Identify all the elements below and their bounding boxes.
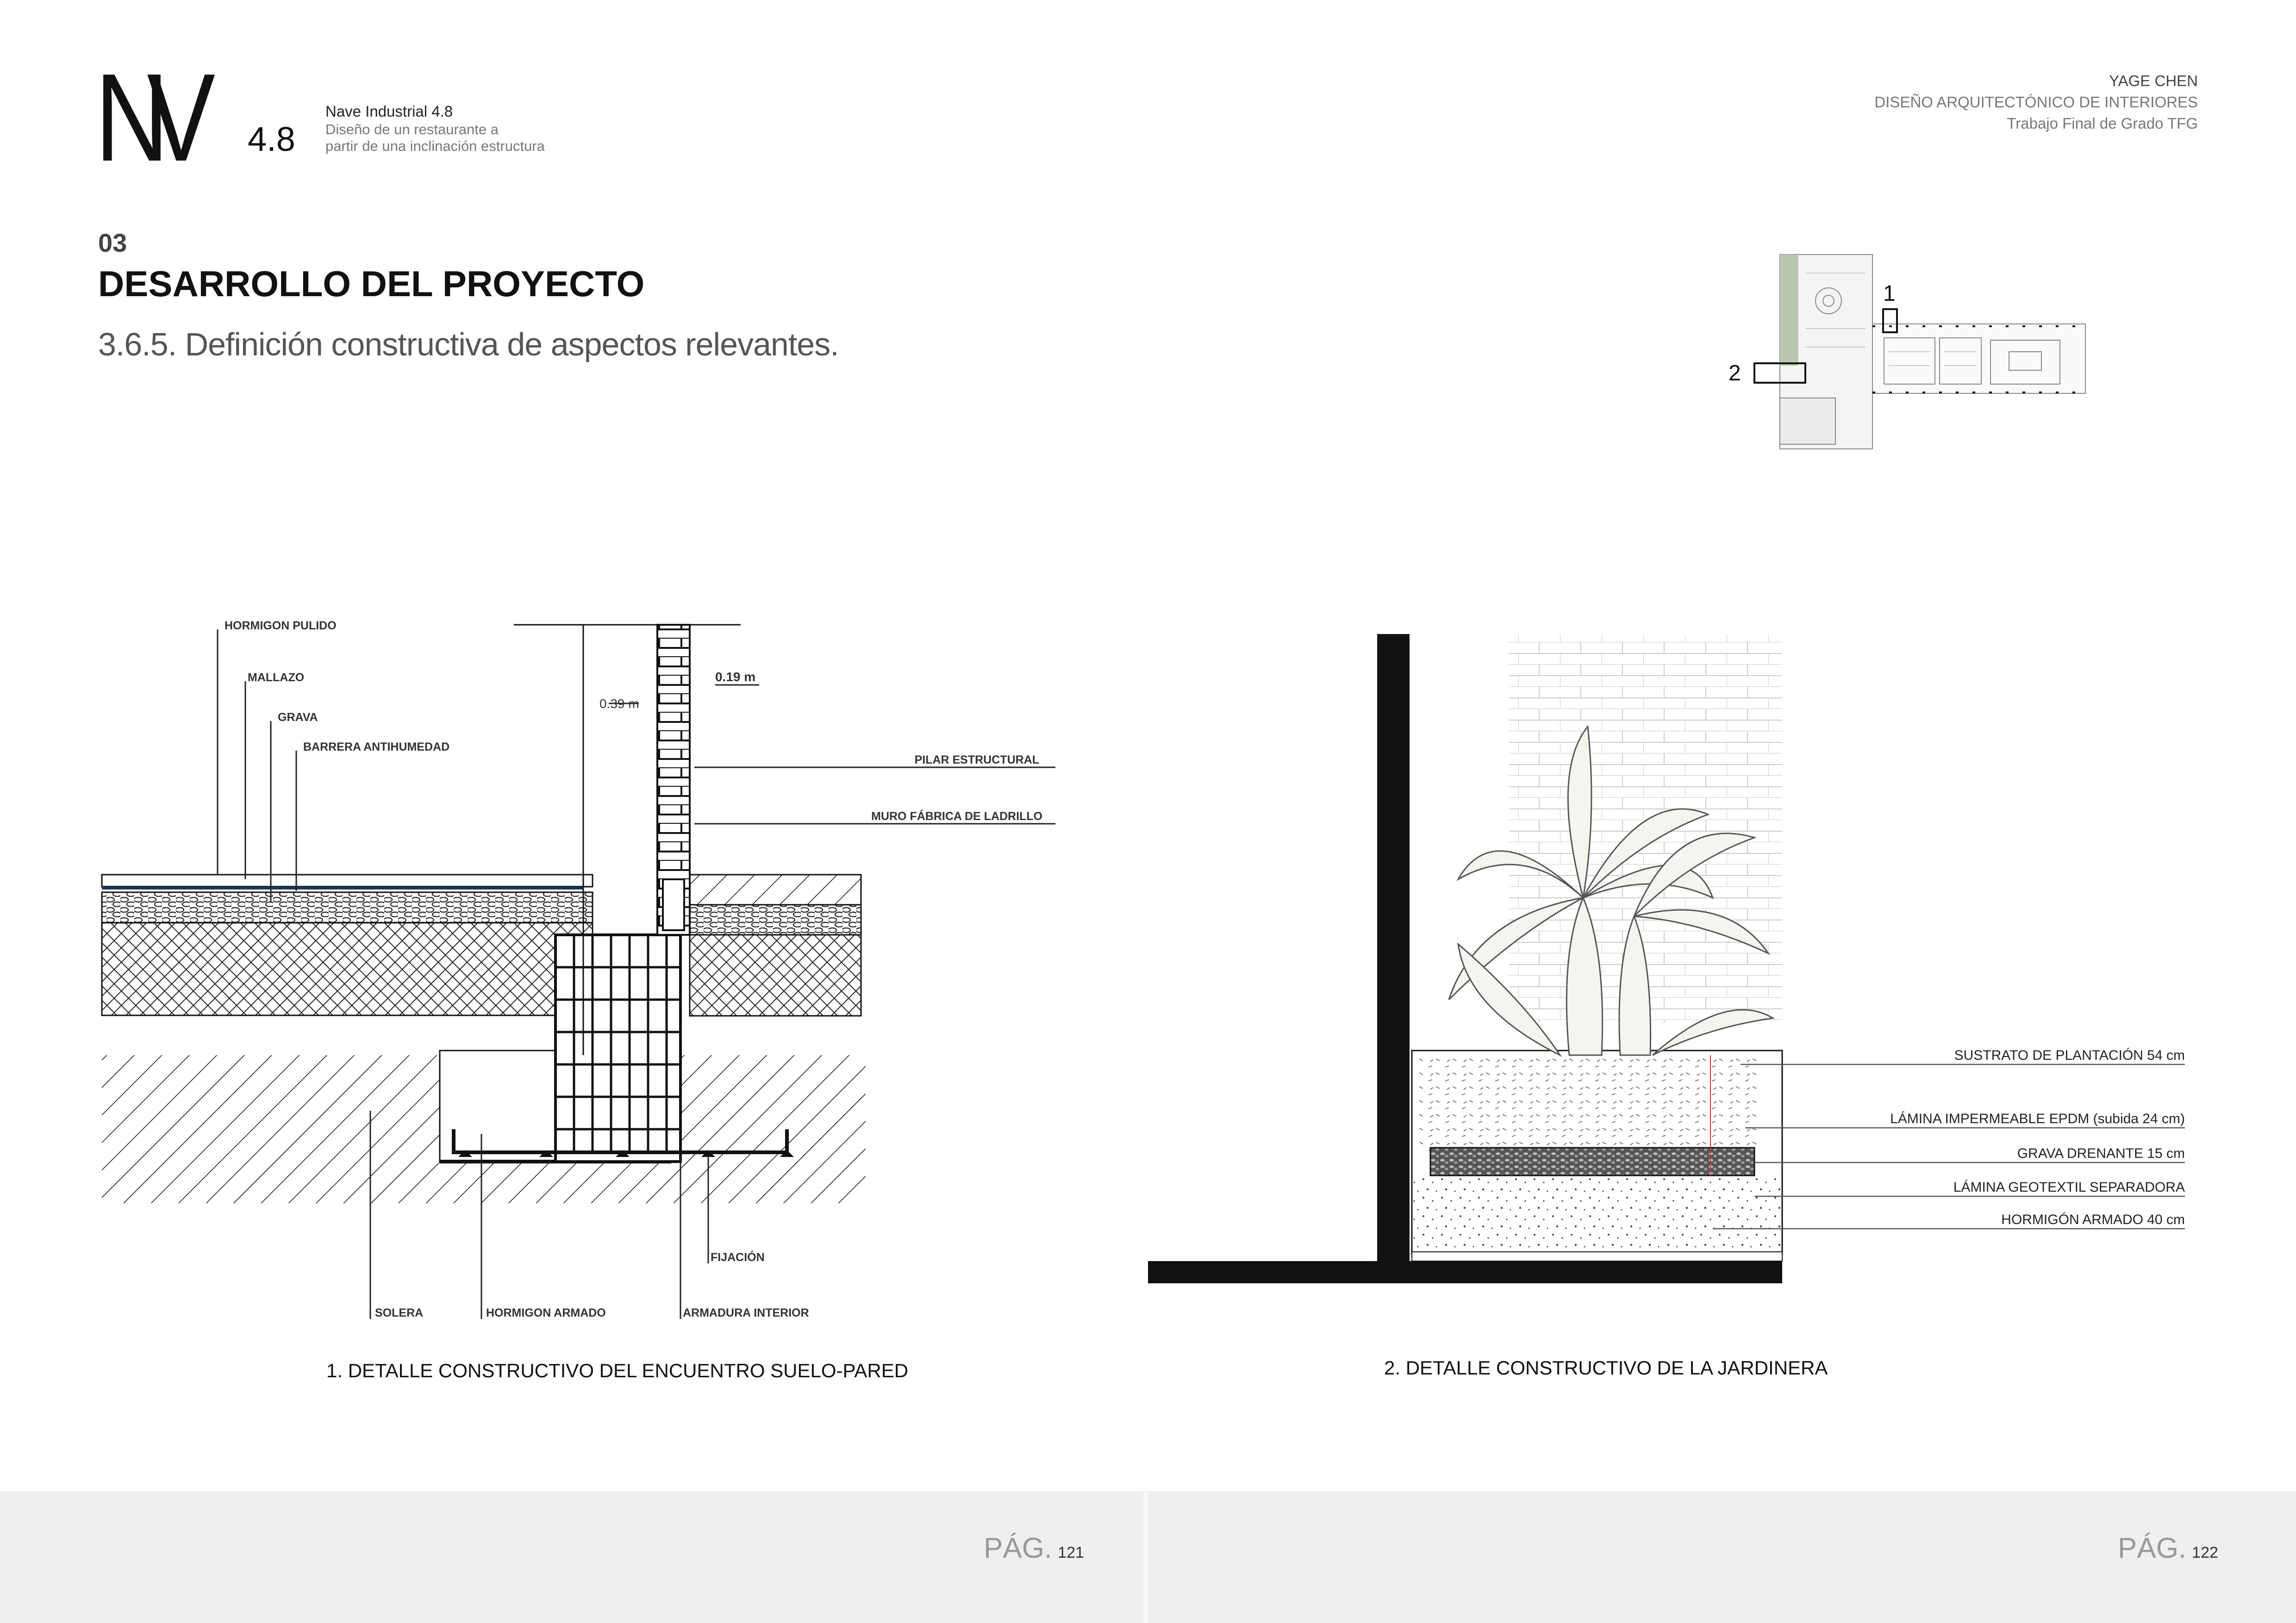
- project-description: [325, 121, 585, 155]
- detail-2-drawing: [1143, 620, 2208, 1314]
- author-name: YAGE CHEN: [2109, 72, 2198, 89]
- key-plan: [1713, 245, 2111, 463]
- page-label-right: PÁG.: [2118, 1532, 2187, 1564]
- detail-2-geometry: [1148, 634, 1782, 1283]
- key-plan-label-1: 1: [1883, 281, 1896, 306]
- detail-1-geometry: [102, 625, 866, 1203]
- logo-mark: NV: [95, 48, 193, 187]
- author-block: [1874, 70, 2198, 134]
- label-grava-drenante: GRAVA DRENANTE 15 cm: [2017, 1146, 2185, 1161]
- label-sustrato: SUSTRATO DE PLANTACIÓN 54 cm: [1954, 1048, 2185, 1063]
- label-fijacion: FIJACIÓN: [711, 1251, 765, 1264]
- page-label-left: PÁG.: [984, 1532, 1053, 1564]
- logo-version: 4.8: [248, 120, 295, 158]
- label-pilar: PILAR ESTRUCTURAL: [914, 753, 1039, 766]
- detail-2-caption: 2. DETALLE CONSTRUCTIVO DE LA JARDINERA: [1384, 1357, 1828, 1379]
- label-hormigon-40: HORMIGÓN ARMADO 40 cm: [2001, 1212, 2185, 1227]
- project-desc-line-1: Diseño de un restaurante a: [325, 121, 499, 137]
- footer-divider: [1143, 1491, 1148, 1623]
- key-plan-drawing: [1780, 255, 2085, 449]
- section-number: 03: [98, 228, 127, 257]
- author-degree: DISEÑO ARQUITECTÓNICO DE INTERIORES: [1874, 93, 2198, 111]
- project-desc-line-2: partir de una inclinación estructura: [325, 138, 545, 154]
- section-title: DESARROLLO DEL PROYECTO: [98, 263, 645, 304]
- footer-band: [0, 1491, 2296, 1623]
- label-hormigon-armado: HORMIGON ARMADO: [486, 1306, 606, 1319]
- page-number-right: [2118, 1532, 2218, 1565]
- key-plan-label-2: 2: [1728, 361, 1741, 386]
- author-work: Trabajo Final de Grado TFG: [2007, 115, 2198, 132]
- page-number-left: [984, 1532, 1084, 1565]
- label-muro: MURO FÁBRICA DE LADRILLO: [871, 810, 1042, 823]
- label-lamina-epdm: LÁMINA IMPERMEABLE EPDM (subida 24 cm): [1890, 1111, 2185, 1126]
- page-value-left: 121: [1058, 1544, 1084, 1561]
- label-grava: GRAVA: [278, 711, 318, 724]
- detail-1-drawing: [93, 602, 1102, 1351]
- project-name: Nave Industrial 4.8: [325, 103, 453, 120]
- label-barrera: BARRERA ANTIHUMEDAD: [303, 740, 450, 753]
- label-hormigon-pulido: HORMIGON PULIDO: [225, 619, 337, 632]
- label-armadura: ARMADURA INTERIOR: [683, 1306, 809, 1319]
- label-geotextil: LÁMINA GEOTEXTIL SEPARADORA: [1953, 1180, 2185, 1195]
- section-subtitle: 3.6.5. Definición constructiva de aspectos relevantes.: [98, 326, 839, 362]
- label-dim-019: 0.19 m: [715, 670, 756, 684]
- page-value-right: 122: [2192, 1544, 2218, 1561]
- label-dim-039: 0.39 m: [599, 696, 639, 711]
- label-mallazo: MALLAZO: [248, 671, 305, 684]
- label-solera: SOLERA: [375, 1306, 424, 1319]
- detail-1-caption: 1. DETALLE CONSTRUCTIVO DEL ENCUENTRO SUELO-PARED: [326, 1360, 909, 1381]
